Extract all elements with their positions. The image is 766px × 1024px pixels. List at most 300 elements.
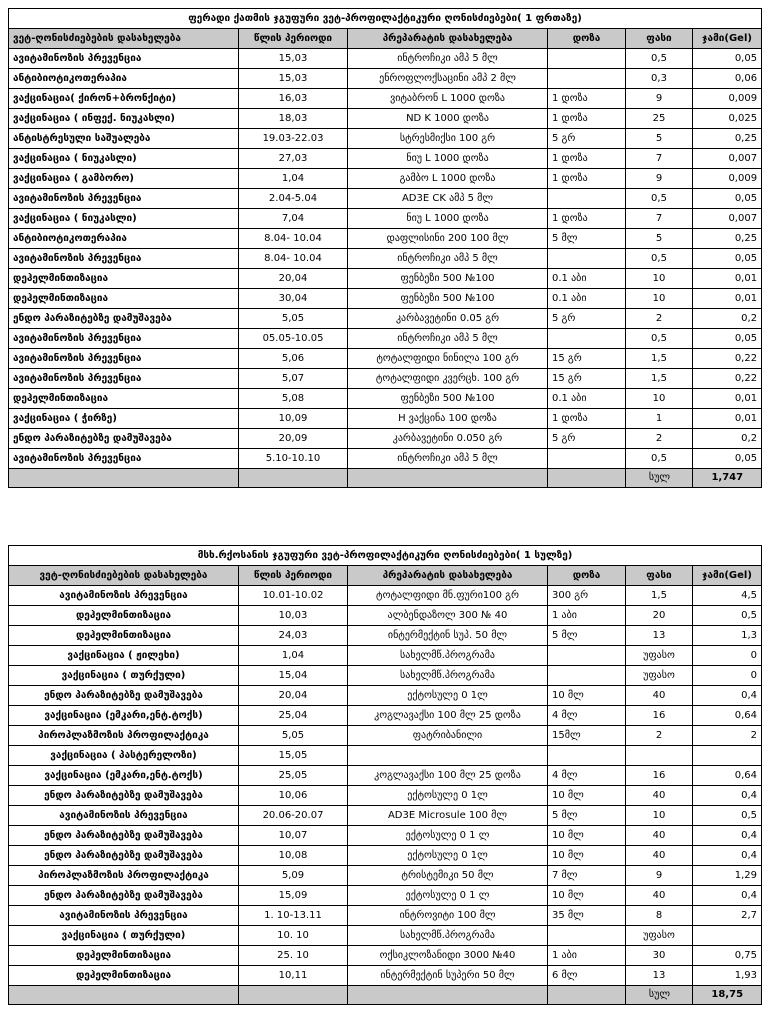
cell-period: 18,03 [239,109,348,129]
cell-drug: გამბო L 1000 დოზა [348,169,548,189]
cell-period: 1,04 [239,646,348,666]
cell-period: 16,03 [239,89,348,109]
cell-period: 25,05 [239,766,348,786]
cell-drug: ექტოსულე 0 1 ლ [348,886,548,906]
cell-drug: სტრესმიქსი 100 გრ [348,129,548,149]
cell-sum: 0,25 [693,129,762,149]
table-row [9,189,762,209]
cell-event: ანტიბიოტიკოთერაპია [9,229,239,249]
table-row [9,646,762,666]
cell-sum: 0,64 [693,706,762,726]
cell-sum: 1,93 [693,966,762,986]
cell-price: 2 [626,429,693,449]
table-row [9,389,762,409]
cell-sum: 0,4 [693,846,762,866]
cell-price: 16 [626,706,693,726]
cell-dose [548,329,626,349]
cell-sum: 0,007 [693,149,762,169]
total-value: 1,747 [693,469,762,488]
cell-period: 15,09 [239,886,348,906]
col-header-event: ვეტ-ღონისძიებების დასახელება [9,29,239,49]
col-header-dose: დოზა [548,29,626,49]
col-header-price: ფასი [626,29,693,49]
table-row [9,886,762,906]
cell-price: 9 [626,866,693,886]
cell-event: ენდო პარაზიტებზე დამუშავება [9,826,239,846]
cell-sum: 0,01 [693,409,762,429]
cell-period: 24,03 [239,626,348,646]
cell-period: 5,07 [239,369,348,389]
cell-event: ანტიბიოტიკოთერაპია [9,69,239,89]
cell-drug [348,746,548,766]
col-header-sum: ჯამი(Gel) [693,29,762,49]
table-row [9,586,762,606]
cell-sum: 0,2 [693,309,762,329]
cell-event: ავიტამინოზის პრევენცია [9,806,239,826]
cell-sum: 0,05 [693,249,762,269]
cell-sum: 0,05 [693,189,762,209]
table-row [9,329,762,349]
cell-drug: ტრისტემიკი 50 მლ [348,866,548,886]
cell-period: 5,06 [239,349,348,369]
cell-period: 1,04 [239,169,348,189]
table-row [9,826,762,846]
table-row [9,349,762,369]
cell-event: დეჰელმინთიზაცია [9,269,239,289]
cell-period: 30,04 [239,289,348,309]
cell-price: 9 [626,169,693,189]
cell-drug: ექტოსულე 0 1ლ [348,686,548,706]
cell-period: 20,04 [239,686,348,706]
cell-dose: 15მლ [548,726,626,746]
table-row [9,409,762,429]
col-header-period: წლის პერიოდი [239,29,348,49]
table-row [9,229,762,249]
cell-event: ანტისტრესული საშუალება [9,129,239,149]
cell-dose: 1 დოზა [548,89,626,109]
cell-drug: ფენბეზი 500 №100 [348,269,548,289]
cell-price: 40 [626,686,693,706]
table-row [9,866,762,886]
cell-period: 5,05 [239,726,348,746]
table-row [9,686,762,706]
cell-price: 10 [626,289,693,309]
table-row [9,666,762,686]
cell-drug: AD3E CK ამპ 5 მლ [348,189,548,209]
cell-price: 1,5 [626,349,693,369]
cell-dose [548,666,626,686]
cattle-schedule-table [8,545,762,1005]
cell-price: 10 [626,389,693,409]
cell-sum: 1,3 [693,626,762,646]
cell-dose: 1 დოზა [548,149,626,169]
cell-event: ვაქცინაცია ( ჭირზე) [9,409,239,429]
cell-event: ვაქცინაცია ( ჟილეხი) [9,646,239,666]
cell-period: 2.04-5.04 [239,189,348,209]
cell-sum: 0,05 [693,49,762,69]
table-title: მსხ.რქოსანის ჯგუფური ვეტ-პროფილაქტიკური ღონისძიებები( 1 სულზე) [9,546,762,566]
cell-period: 05.05-10.05 [239,329,348,349]
poultry-schedule-table [8,8,762,488]
cell-price: 40 [626,886,693,906]
cell-period: 10,06 [239,786,348,806]
cell-sum: 0 [693,666,762,686]
cell-sum: 0,01 [693,269,762,289]
cell-sum: 0,009 [693,169,762,189]
cell-dose [548,69,626,89]
cell-sum: 0,75 [693,946,762,966]
cell-sum: 4,5 [693,586,762,606]
col-header-sum: ჯამი(Gel) [693,566,762,586]
cell-period: 20,04 [239,269,348,289]
cell-sum: 0,009 [693,89,762,109]
cell-drug: ტოტალფიდი კვერცხ. 100 გრ [348,369,548,389]
table-row [9,906,762,926]
cell-sum: 0,01 [693,389,762,409]
cell-drug: H ვაქცინა 100 დოზა [348,409,548,429]
table-row [9,209,762,229]
cell-sum: 0,25 [693,229,762,249]
cell-price: 0,5 [626,49,693,69]
cell-sum: 0,025 [693,109,762,129]
cell-price: 40 [626,786,693,806]
table-row [9,69,762,89]
cell-dose: 6 მლ [548,966,626,986]
cell-event: პიროპლაზმოზის პროფილაქტიკა [9,866,239,886]
cell-period: 8.04- 10.04 [239,229,348,249]
cell-event: ავიტამინოზის პრევენცია [9,349,239,369]
table-row [9,429,762,449]
cell-price: 16 [626,766,693,786]
cell-dose: 1 დოზა [548,109,626,129]
cell-period: 8.04- 10.04 [239,249,348,269]
cell-sum [693,926,762,946]
cell-event: ვაქცინაცია ( თურქული) [9,926,239,946]
cell-dose: 10 მლ [548,886,626,906]
cell-price: 0,3 [626,69,693,89]
cell-dose: 35 მლ [548,906,626,926]
cell-sum: 0 [693,646,762,666]
cell-price: 7 [626,209,693,229]
cell-drug: კოგლავაქსი 100 მლ 25 დოზა [348,706,548,726]
cell-price: 0,5 [626,189,693,209]
cell-price: 40 [626,846,693,866]
cell-dose: 4 მლ [548,706,626,726]
cell-drug: სახელმწ.პროგრამა [348,666,548,686]
header-row [9,29,762,49]
cell-price: 5 [626,129,693,149]
cell-event: ენდო პარაზიტებზე დამუშავება [9,786,239,806]
cell-drug: ვიტაბრონ L 1000 დოზა [348,89,548,109]
cell-period: 10,08 [239,846,348,866]
cell-sum: 0,64 [693,766,762,786]
cell-event: ვაქცინაცია (ემკარი,ენტ.ტოქს) [9,766,239,786]
cell-event: ავიტამინოზის პრევენცია [9,249,239,269]
col-header-period: წლის პერიოდი [239,566,348,586]
cell-price: 1,5 [626,586,693,606]
table-row [9,129,762,149]
table-row [9,786,762,806]
cell-dose: 5 მლ [548,806,626,826]
cell-price: 13 [626,626,693,646]
cell-dose: 1 აბი [548,606,626,626]
cell-sum: 0,5 [693,606,762,626]
cell-period: 10,09 [239,409,348,429]
cell-drug: ტოტალფიდი ნინილა 100 გრ [348,349,548,369]
cell-dose: 0.1 აბი [548,389,626,409]
cell-dose: 7 მლ [548,866,626,886]
cell-drug: ნიუ L 1000 დოზა [348,209,548,229]
cell-drug: AD3E Microsule 100 მლ [348,806,548,826]
table-row [9,289,762,309]
cell-event: დეჰელმინთიზაცია [9,606,239,626]
cell-price: 8 [626,906,693,926]
cell-period: 25,04 [239,706,348,726]
cell-dose: 10 მლ [548,846,626,866]
cell-period: 5,08 [239,389,348,409]
cell-sum: 0,22 [693,349,762,369]
cell-period: 7,04 [239,209,348,229]
cell-event: დეჰელმინთიზაცია [9,946,239,966]
cell-drug: ფენბეზი 500 №100 [348,389,548,409]
cell-dose: 300 გრ [548,586,626,606]
table-row [9,766,762,786]
table-row [9,946,762,966]
cell-event: ვაქცინაცია ( პასტერელოზი) [9,746,239,766]
cell-drug: ფენბეზი 500 №100 [348,289,548,309]
col-header-dose: დოზა [548,566,626,586]
cell-event: ენდო პარაზიტებზე დამუშავება [9,686,239,706]
cell-dose: 10 მლ [548,826,626,846]
cell-period: 19.03-22.03 [239,129,348,149]
cell-event: ენდო პარაზიტებზე დამუშავება [9,886,239,906]
cell-sum: 0,4 [693,686,762,706]
table-row [9,706,762,726]
cell-dose: 0.1 აბი [548,289,626,309]
table-row [9,449,762,469]
cell-event: ენდო პარაზიტებზე დამუშავება [9,846,239,866]
cell-event: ავიტამინოზის პრევენცია [9,329,239,349]
cell-sum: 0,007 [693,209,762,229]
cell-drug: ინტროჩიკი ამპ 5 მლ [348,329,548,349]
cell-price [626,746,693,766]
col-header-drug: პრეპარატის დასახელება [348,566,548,586]
table-row [9,89,762,109]
cell-drug: ექტოსულე 0 1 ლ [348,826,548,846]
cell-event: ენდო პარაზიტებზე დამუშავება [9,429,239,449]
table-row [9,269,762,289]
cell-event: ავიტამინოზის პრევენცია [9,49,239,69]
cell-drug: სახელმწ.პროგრამა [348,646,548,666]
col-header-event: ვეტ-ღონისძიებების დასახელება [9,566,239,586]
table-row [9,249,762,269]
cell-sum: 0,05 [693,449,762,469]
cell-period: 10. 10 [239,926,348,946]
cell-price: 0,5 [626,329,693,349]
cell-event: პიროპლაზმოზის პროფილაქტიკა [9,726,239,746]
cell-event: ავიტამინოზის პრევენცია [9,586,239,606]
cell-sum: 0,5 [693,806,762,826]
cell-price: 2 [626,726,693,746]
cell-price: 10 [626,269,693,289]
cell-price: უფასო [626,926,693,946]
cell-drug: ექტოსულე 0 1ლ [348,786,548,806]
cell-event: ავიტამინოზის პრევენცია [9,449,239,469]
cell-event: ავიტამინოზის პრევენცია [9,369,239,389]
cell-dose: 15 გრ [548,349,626,369]
col-header-drug: პრეპარატის დასახელება [348,29,548,49]
cell-sum: 1,29 [693,866,762,886]
cell-event: ვაქცინაცია ( ნიუკასლი) [9,149,239,169]
table-row [9,49,762,69]
cell-price: 20 [626,606,693,626]
table-row [9,926,762,946]
cell-drug: ტოტალფიდი მნ.ფური100 გრ [348,586,548,606]
cell-dose [548,49,626,69]
total-row [9,986,762,1005]
total-label: სულ [626,469,693,488]
cell-dose: 5 მლ [548,626,626,646]
cell-drug: დაფლისინი 200 100 მლ [348,229,548,249]
cell-event: ენდო პარაზიტებზე დამუშავება [9,309,239,329]
cell-price: 1 [626,409,693,429]
cell-dose: 5 მლ [548,229,626,249]
cell-drug: ინტერმექტინ სუპერი 50 მლ [348,966,548,986]
table-row [9,369,762,389]
cell-price: 7 [626,149,693,169]
cell-dose: 10 მლ [548,786,626,806]
cell-price: 40 [626,826,693,846]
cell-drug: კარბავეტინი 0.050 გრ [348,429,548,449]
table-row [9,726,762,746]
cell-sum: 0,4 [693,786,762,806]
cell-period: 10,11 [239,966,348,986]
cell-period: 15,03 [239,69,348,89]
cell-sum: 0,01 [693,289,762,309]
cell-event: ვაქცინაცია (ემკარი,ენტ.ტოქს) [9,706,239,726]
cell-period: 15,03 [239,49,348,69]
cell-drug: ინტროჩიკი ამპ 5 მლ [348,249,548,269]
cell-price: 2 [626,309,693,329]
cell-drug: ინტერმექტინ სუპ. 50 მლ [348,626,548,646]
table-row [9,309,762,329]
cell-dose [548,746,626,766]
cell-event: დეჰელმინთიზაცია [9,966,239,986]
cell-period: 27,03 [239,149,348,169]
cell-sum: 0,05 [693,329,762,349]
total-label: სულ [626,986,693,1005]
cell-dose: 15 გრ [548,369,626,389]
cell-drug: ენროფლოქსაცინი ამპ 2 მლ [348,69,548,89]
cell-period: 10,07 [239,826,348,846]
cell-dose [548,189,626,209]
cell-dose: 1 აბი [548,946,626,966]
table-row [9,149,762,169]
cell-event: დეჰელმინთიზაცია [9,626,239,646]
cell-drug: ინტროჩიკი ამპ 5 მლ [348,49,548,69]
cell-period: 10.01-10.02 [239,586,348,606]
cell-sum: 0,4 [693,886,762,906]
cell-event: დეჰელმინთიზაცია [9,289,239,309]
cell-period: 15,05 [239,746,348,766]
col-header-price: ფასი [626,566,693,586]
cell-sum: 0,06 [693,69,762,89]
cell-dose [548,926,626,946]
cell-drug: კარბავეტინი 0.05 გრ [348,309,548,329]
table-row [9,966,762,986]
cell-sum: 2,7 [693,906,762,926]
cell-sum: 0,2 [693,429,762,449]
cell-event: ვაქცინაცია( ქირონ+ბრონქიტი) [9,89,239,109]
cell-drug: ND K 1000 დოზა [348,109,548,129]
cell-price: 0,5 [626,449,693,469]
cell-dose: 5 გრ [548,129,626,149]
table-row [9,606,762,626]
cell-event: ავიტამინოზის პრევენცია [9,189,239,209]
cell-drug: ნიუ L 1000 დოზა [348,149,548,169]
table-row [9,169,762,189]
cell-price: უფასო [626,646,693,666]
cell-dose: 1 დოზა [548,169,626,189]
table-title: ფერადი ქათმის ჯგუფური ვეტ-პროფილაქტიკური ღონისძიებები( 1 ფრთაზე) [9,9,762,29]
cell-sum [693,746,762,766]
cell-dose [548,249,626,269]
cell-drug: ექტოსულე 0 1ლ [348,846,548,866]
table-row [9,109,762,129]
cell-dose: 5 გრ [548,429,626,449]
cell-sum: 0,22 [693,369,762,389]
cell-dose: 4 მლ [548,766,626,786]
cell-price: 13 [626,966,693,986]
cell-drug: ფატრიბანილი [348,726,548,746]
cell-period: 20.06-20.07 [239,806,348,826]
cell-period: 25. 10 [239,946,348,966]
cell-price: 1,5 [626,369,693,389]
cell-price: 5 [626,229,693,249]
cell-period: 15,04 [239,666,348,686]
cell-event: დეჰელმინთიზაცია [9,389,239,409]
cell-drug: კოგლავაქსი 100 მლ 25 დოზა [348,766,548,786]
cell-period: 5,05 [239,309,348,329]
cell-dose [548,449,626,469]
cell-drug: სახელმწ.პროგრამა [348,926,548,946]
total-value: 18,75 [693,986,762,1005]
cell-price: 0,5 [626,249,693,269]
cell-dose: 5 გრ [548,309,626,329]
cell-period: 1. 10-13.11 [239,906,348,926]
table-row [9,846,762,866]
cell-period: 20,09 [239,429,348,449]
cell-drug: ინტროჩიკი ამპ 5 მლ [348,449,548,469]
table-row [9,626,762,646]
cell-dose [548,646,626,666]
cell-event: ვაქცინაცია ( ნიუკასლი) [9,209,239,229]
cell-price: 10 [626,806,693,826]
cell-dose: 0.1 აბი [548,269,626,289]
cell-period: 10,03 [239,606,348,626]
cell-event: ვაქცინაცია ( გამბორო) [9,169,239,189]
cell-drug: ინტროვიტი 100 მლ [348,906,548,926]
table-row [9,746,762,766]
cell-sum: 2 [693,726,762,746]
cell-price: 9 [626,89,693,109]
cell-dose: 1 დოზა [548,409,626,429]
cell-event: ვაქცინაცია ( ინფექ. ნიუკასლი) [9,109,239,129]
cell-sum: 0,4 [693,826,762,846]
cell-event: ვაქცინაცია ( თურქული) [9,666,239,686]
total-row [9,469,762,488]
header-row [9,566,762,586]
